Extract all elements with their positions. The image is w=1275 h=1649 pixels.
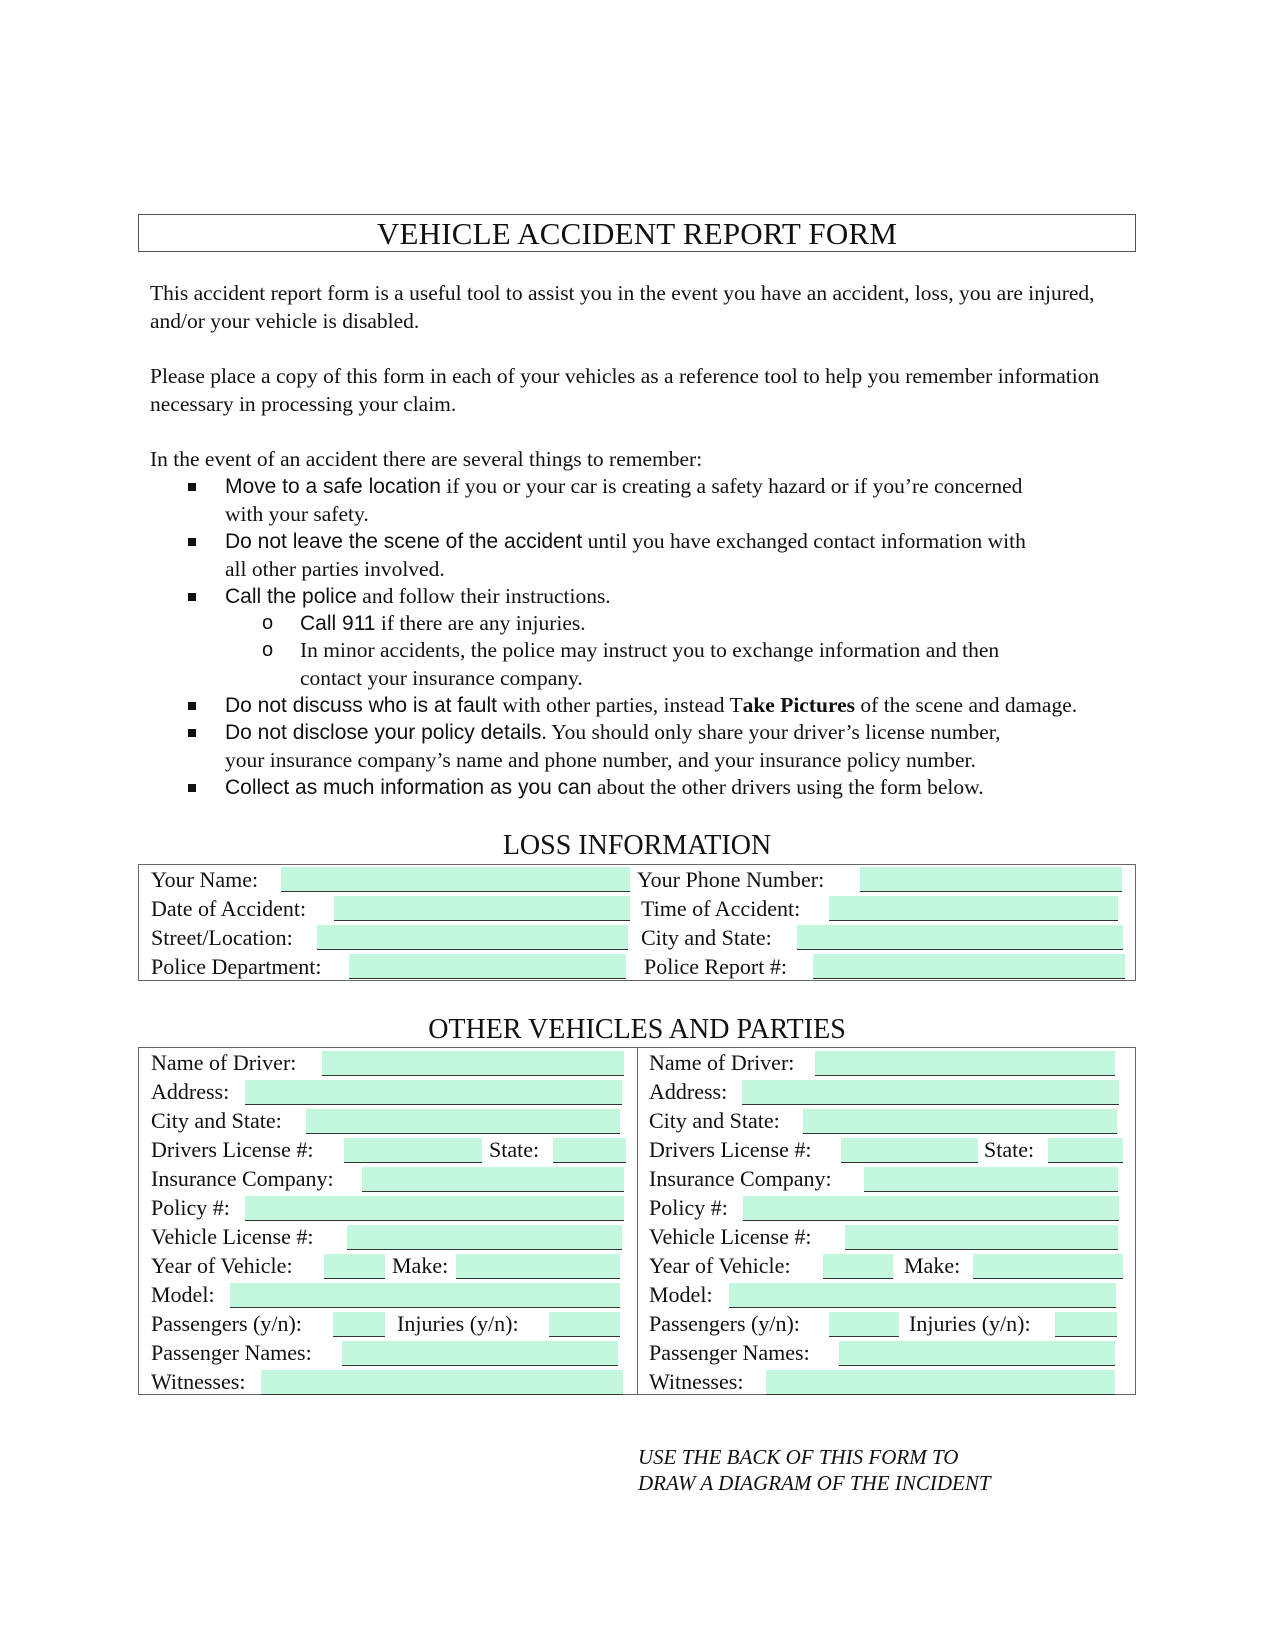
- driver2-witnesses-label: Witnesses:: [649, 1369, 744, 1394]
- bullet-text: In minor accidents, the police may instruct you to exchange information and then: [300, 638, 1000, 662]
- driver2-state-label: State:: [984, 1137, 1035, 1162]
- driver1-make-field[interactable]: [456, 1254, 620, 1279]
- bullet-text: of the scene and damage.: [855, 693, 1078, 717]
- driver2-model-label: Model:: [649, 1282, 713, 1307]
- your-name-label: Your Name:: [151, 867, 259, 892]
- bullet-emphasis: Do not leave the scene of the accident: [225, 530, 583, 553]
- square-bullet-icon: [188, 729, 196, 737]
- your-phone-field[interactable]: [860, 867, 1122, 892]
- driver1-injuries-label: Injuries (y/n):: [397, 1311, 519, 1336]
- bullet-emphasis: Do not disclose your policy details: [225, 721, 542, 744]
- driver2-passenger-names-label: Passenger Names:: [649, 1340, 810, 1365]
- driver1-model-field[interactable]: [230, 1283, 620, 1308]
- driver1-vehicle-license-field[interactable]: [347, 1225, 622, 1250]
- driver2-injuries-label: Injuries (y/n):: [909, 1311, 1031, 1336]
- other-vehicles-box: [138, 1047, 1136, 1395]
- diagram-note-line-2: DRAW A DIAGRAM OF THE INCIDENT: [638, 1471, 991, 1495]
- your-name-field[interactable]: [281, 867, 630, 892]
- column-divider: [637, 1048, 638, 1394]
- driver2-passenger-names-field[interactable]: [839, 1341, 1115, 1366]
- driver2-insurance-field[interactable]: [864, 1167, 1118, 1192]
- street-location-label: Street/Location:: [151, 925, 293, 950]
- driver1-city-state-field[interactable]: [306, 1109, 620, 1134]
- square-bullet-icon: [188, 483, 196, 491]
- driver1-make-label: Make:: [392, 1253, 449, 1278]
- bullet-emphasis: Call 911: [300, 612, 376, 635]
- intro-paragraph-1: This accident report form is a useful tool to assist you in the event you have an accident, loss, you are injured, and/or your vehicle is disabled.: [150, 281, 1095, 333]
- bullet-text: about the other drivers using the form below.: [591, 775, 984, 799]
- bullet-text-cont: all other parties involved.: [225, 556, 445, 581]
- driver1-insurance-field[interactable]: [362, 1167, 624, 1192]
- bullet-text: with other parties, instead T: [496, 693, 743, 717]
- square-bullet-icon: [188, 784, 196, 792]
- city-state-label: City and State:: [641, 925, 772, 950]
- driver2-vehicle-license-field[interactable]: [845, 1225, 1118, 1250]
- driver1-passenger-names-field[interactable]: [342, 1341, 618, 1366]
- city-state-field[interactable]: [797, 925, 1123, 950]
- bullet-text: if there are any injuries.: [375, 611, 586, 635]
- driver1-state-label: State:: [489, 1137, 540, 1162]
- driver2-passengers-field[interactable]: [829, 1312, 899, 1337]
- police-department-label: Police Department:: [151, 954, 322, 979]
- driver2-city-state-label: City and State:: [649, 1108, 780, 1133]
- driver2-city-state-field[interactable]: [803, 1109, 1117, 1134]
- driver2-address-field[interactable]: [742, 1080, 1119, 1105]
- police-report-label: Police Report #:: [644, 954, 787, 979]
- loss-information-box: [138, 864, 1136, 981]
- other-vehicles-heading: OTHER VEHICLES AND PARTIES: [428, 1014, 846, 1045]
- intro-paragraph-2: Please place a copy of this form in each of your vehicles as a reference tool to help you remember information necessary in processing your claim.: [150, 364, 1100, 416]
- bullet-emphasis: Move to a safe location: [225, 475, 441, 498]
- square-bullet-icon: [188, 702, 196, 710]
- bullet-text: until you have exchanged contact information with: [582, 529, 1026, 553]
- driver1-witnesses-label: Witnesses:: [151, 1369, 246, 1394]
- driver2-name-field[interactable]: [815, 1051, 1115, 1076]
- date-of-accident-label: Date of Accident:: [151, 896, 307, 921]
- driver2-vehicle-license-label: Vehicle License #:: [649, 1224, 812, 1249]
- driver1-name-label: Name of Driver:: [151, 1050, 297, 1075]
- driver1-passenger-names-label: Passenger Names:: [151, 1340, 312, 1365]
- driver1-passengers-label: Passengers (y/n):: [151, 1311, 302, 1336]
- driver2-injuries-field[interactable]: [1055, 1312, 1117, 1337]
- driver1-state-field[interactable]: [553, 1138, 626, 1163]
- driver2-policy-field[interactable]: [743, 1196, 1119, 1221]
- driver2-year-label: Year of Vehicle:: [649, 1253, 791, 1278]
- bullet-text: and follow their instructions.: [356, 584, 611, 608]
- driver2-policy-label: Policy #:: [649, 1195, 728, 1220]
- driver2-make-field[interactable]: [973, 1254, 1123, 1279]
- driver1-injuries-field[interactable]: [549, 1312, 620, 1337]
- driver2-passengers-label: Passengers (y/n):: [649, 1311, 800, 1336]
- your-phone-label: Your Phone Number:: [637, 867, 825, 892]
- date-of-accident-field[interactable]: [334, 896, 630, 921]
- police-report-field[interactable]: [813, 954, 1125, 979]
- time-of-accident-field[interactable]: [829, 896, 1118, 921]
- driver2-address-label: Address:: [649, 1079, 728, 1104]
- diagram-note-line-1: USE THE BACK OF THIS FORM TO: [638, 1445, 959, 1469]
- driver1-address-field[interactable]: [245, 1080, 622, 1105]
- driver2-name-label: Name of Driver:: [649, 1050, 795, 1075]
- square-bullet-icon: [188, 593, 196, 601]
- driver1-passengers-field[interactable]: [333, 1312, 385, 1337]
- driver1-year-label: Year of Vehicle:: [151, 1253, 293, 1278]
- driver2-license-label: Drivers License #:: [649, 1137, 812, 1162]
- bullet-text-cont: with your safety.: [225, 501, 369, 526]
- driver1-insurance-label: Insurance Company:: [151, 1166, 334, 1191]
- intro-paragraph-3: In the event of an accident there are several things to remember:: [150, 447, 703, 471]
- bullet-bold: ake Pictures: [742, 693, 856, 717]
- loss-information-heading: LOSS INFORMATION: [502, 830, 772, 861]
- square-bullet-icon: [188, 538, 196, 546]
- driver2-state-field[interactable]: [1048, 1138, 1123, 1163]
- bullet-text: . You should only share your driver’s license number,: [541, 720, 1001, 744]
- bullet-emphasis: Do not discuss who is at fault: [225, 694, 497, 717]
- time-of-accident-label: Time of Accident:: [641, 896, 801, 921]
- driver1-witnesses-field[interactable]: [261, 1370, 623, 1395]
- driver1-policy-label: Policy #:: [151, 1195, 230, 1220]
- driver1-license-field[interactable]: [344, 1138, 482, 1163]
- street-location-field[interactable]: [317, 925, 628, 950]
- driver1-year-field[interactable]: [324, 1254, 385, 1279]
- driver1-name-field[interactable]: [322, 1051, 624, 1076]
- page-title: VEHICLE ACCIDENT REPORT FORM: [138, 214, 1136, 252]
- sub-bullet-marker: o: [262, 639, 274, 661]
- driver2-insurance-label: Insurance Company:: [649, 1166, 832, 1191]
- sub-bullet-marker: o: [262, 612, 274, 634]
- driver1-vehicle-license-label: Vehicle License #:: [151, 1224, 314, 1249]
- bullet-text-cont: your insurance company’s name and phone number, and your insurance policy number.: [225, 747, 976, 772]
- bullet-emphasis: Call the police: [225, 585, 357, 608]
- driver2-model-field[interactable]: [729, 1283, 1116, 1308]
- bullet-text-cont: contact your insurance company.: [300, 665, 583, 690]
- driver1-policy-field[interactable]: [245, 1196, 624, 1221]
- driver2-make-label: Make:: [904, 1253, 961, 1278]
- driver1-city-state-label: City and State:: [151, 1108, 282, 1133]
- driver2-license-field[interactable]: [841, 1138, 978, 1163]
- driver1-address-label: Address:: [151, 1079, 230, 1104]
- driver1-license-label: Drivers License #:: [151, 1137, 314, 1162]
- driver1-model-label: Model:: [151, 1282, 215, 1307]
- bullet-emphasis: Collect as much information as you can: [225, 776, 592, 799]
- police-department-field[interactable]: [349, 954, 626, 979]
- driver2-witnesses-field[interactable]: [766, 1370, 1115, 1395]
- bullet-text: if you or your car is creating a safety hazard or if you’re concerned: [440, 474, 1023, 498]
- driver2-year-field[interactable]: [823, 1254, 893, 1279]
